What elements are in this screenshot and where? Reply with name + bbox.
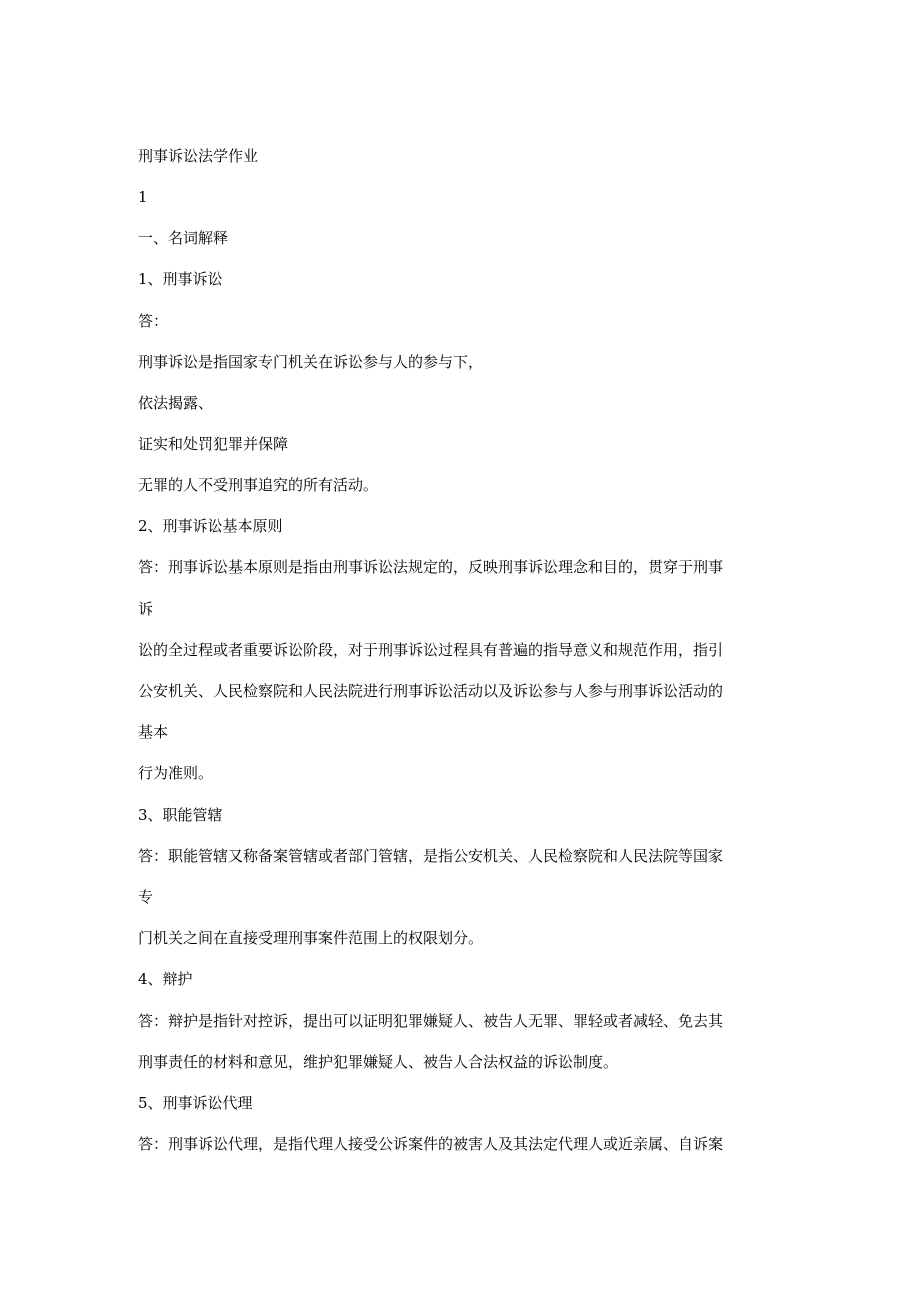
term-heading: 3、职能管辖: [138, 806, 223, 824]
body-text-line: 基本: [138, 723, 169, 741]
body-text-line: 答：职能管辖又称备案管辖或者部门管辖，是指公安机关、人民检察院和人民法院等国家: [138, 847, 724, 865]
body-text-line: 讼的全过程或者重要诉讼阶段，对于刑事诉讼过程具有普遍的指导意义和规范作用，指引: [138, 641, 724, 659]
body-text-line: 刑事责任的材料和意见，维护犯罪嫌疑人、被告人合法权益的诉讼制度。: [138, 1053, 619, 1071]
body-text-line: 公安机关、人民检察院和人民法院进行刑事诉讼活动以及诉讼参与人参与刑事诉讼活动的: [138, 682, 724, 700]
body-text-line: 专: [138, 888, 154, 906]
term-heading: 4、辩护: [138, 970, 193, 988]
body-text-line: 门机关之间在直接受理刑事案件范围上的权限划分。: [138, 929, 484, 947]
answer-label: 答：: [138, 312, 169, 330]
section-heading: 一、名词解释: [138, 229, 229, 247]
body-text-line: 答：刑事诉讼代理，是指代理人接受公诉案件的被害人及其法定代理人或近亲属、自诉案: [138, 1135, 724, 1153]
body-text-line: 证实和处罚犯罪并保障: [138, 435, 289, 453]
body-text-line: 答：辩护是指针对控诉，提出可以证明犯罪嫌疑人、被告人无罪、罪轻或者减轻、免去其: [138, 1012, 724, 1030]
page-number: 1: [138, 188, 148, 206]
body-text-line: 答：刑事诉讼基本原则是指由刑事诉讼法规定的，反映刑事诉讼理念和目的，贯穿于刑事: [138, 558, 724, 576]
term-heading: 1、刑事诉讼: [138, 270, 223, 288]
document-title: 刑事诉讼法学作业: [138, 147, 259, 165]
body-text-line: 行为准则。: [138, 764, 214, 782]
term-heading: 5、刑事诉讼代理: [138, 1094, 253, 1112]
body-text-line: 刑事诉讼是指国家专门机关在诉讼参与人的参与下，: [138, 353, 484, 371]
body-text-line: 依法揭露、: [138, 394, 214, 412]
body-text-line: 无罪的人不受刑事追究的所有活动。: [138, 476, 379, 494]
term-heading: 2、刑事诉讼基本原则: [138, 517, 283, 535]
body-text-line: 诉: [138, 600, 154, 618]
